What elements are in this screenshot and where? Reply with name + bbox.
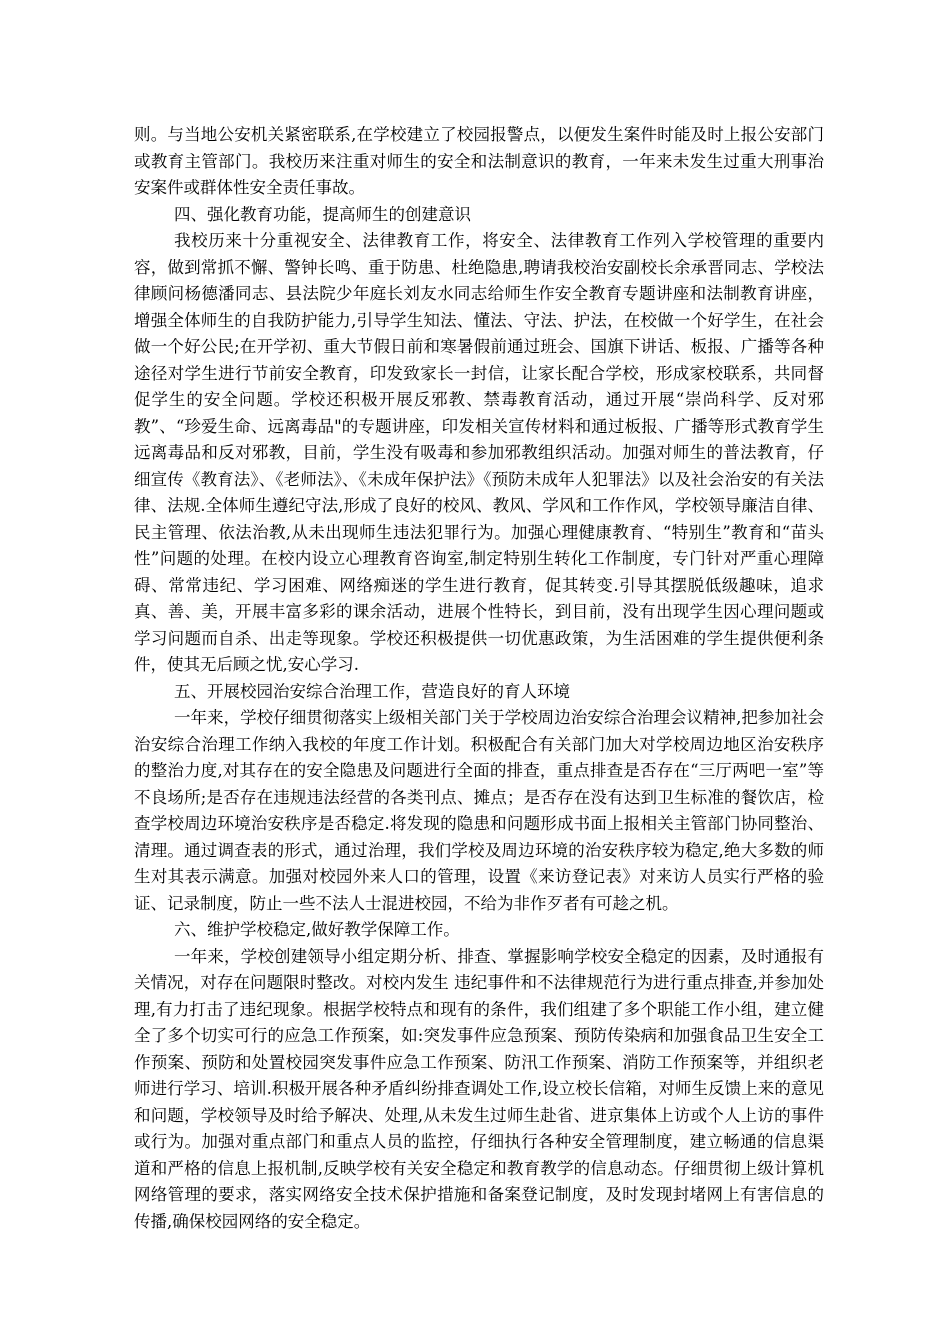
document-page [134, 122, 824, 1235]
section-5-paragraph: 一年来，学校仔细贯彻落实上级相关部门关于学校周边治安综合治理会议精神,把参加社会治安综合治理工作纳入我校的年度工作计划。积极配合有关部门加大对学校周边地区治安秩序的整治力度,对其存在的安全隐患及问题进行全面的排查，重点排查是否存在“三厅两吧一室”等不良场所;是否存在违规违法经营的各类刊点、摊点；是否存在没有达到卫生标准的餐饮店，检查学校周边环境治安秩序是否稳定.将发现的隐患和问题形成书面上报相关主管部门协同整治、清理。通过调查表的形式，通过治理，我们学校及周边环境的治安秩序较为稳定,绝大多数的师生对其表示满意。加强对校园外来人口的管理，设置《来访登记表》对来访人员实行严格的验证、记录制度，防止一些不法人士混进校园，不给为非作歹者有可趁之机。 [134, 708, 824, 913]
intro-paragraph: 则。与当地公安机关紧密联系,在学校建立了校园报警点，以便发生案件时能及时上报公安部门或教育主管部门。我校历来注重对师生的安全和法制意识的教育，一年来未发生过重大刑事治安案件或群体性安全责任事故。 [134, 125, 824, 197]
section-heading-4: 四、强化教育功能，提高师生的创建意识 [174, 204, 471, 224]
section-6-paragraph: 一年来，学校创建领导小组定期分析、排查、掌握影响学校安全稳定的因素，及时通报有关情况，对存在问题限时整改。对校内发生 违纪事件和不法律规范行为进行重点排查,并参加处理,有力打击了违纪现象。根据学校特点和现有的条件，我们组建了多个职能工作小组，建立健全了多个切实可行的应急工作预案，如:突发事件应急预案、预防传染病和加强食品卫生安全工作预案、预防和处置校园突发事件应急工作预案、防汛工作预案、消防工作预案等，并组织老师进行学习、培训.积极开展各种矛盾纠纷排查调处工作,设立校长信箱，对师生反馈上来的意见和问题，学校领导及时给予解决、处理,从未发生过师生赴省、进京集体上访或个人上访的事件或行为。加强对重点部门和重点人员的监控，仔细执行各种安全管理制度，建立畅通的信息渠道和严格的信息上报机制,反映学校有关安全稳定和教育教学的信息动态。仔细贯彻上级计算机网络管理的要求，落实网络安全技术保护措施和备案登记制度，及时发现封堵网上有害信息的传播,确保校园网络的安全稳定。 [134, 946, 824, 1231]
section-4-paragraph: 我校历来十分重视安全、法律教育工作，将安全、法律教育工作列入学校管理的重要内容，做到常抓不懈、警钟长鸣、重于防患、杜绝隐患,聘请我校治安副校长余承晋同志、学校法律顾问杨德潘同志、县法院少年庭长刘友水同志给师生作安全教育专题讲座和法制教育讲座，增强全体师生的自我防护能力,引导学生知法、懂法、守法、护法，在校做一个好学生，在社会做一个好公民;在开学初、重大节假日前和寒暑假前通过班会、国旗下讲话、板报、广播等各种途径对学生进行节前安全教育，印发致家长一封信，让家长配合学校，形成家校联系，共同督促学生的安全问题。学校还积极开展反邪教、禁毒教育活动，通过开展“崇尚科学、反对邪教”、“珍爱生命、远离毒品"的专题讲座，印发相关宣传材料和通过板报、广播等形式教育学生远离毒品和反对邪教，目前，学生没有吸毒和参加邪教组织活动。加强对师生的普法教育，仔细宣传《教育法》、《老师法》、《未成年保护法》《预防未成年人犯罪法》以及社会治安的有关法律、法规.全体师生遵纪守法,形成了良好的校风、教风、学风和工作作风，学校领导廉洁自律、民主管理、依法治教,从未出现师生违法犯罪行为。加强心理健康教育、“特别生”教育和“苗头性”问题的处理。在校内设立心理教育咨询室,制定特别生转化工作制度，专门针对严重心理障碍、常常违纪、学习困难、网络痴迷的学生进行教育，促其转变.引导其摆脱低级趣味，追求真、善、美，开展丰富多彩的课余活动，进展个性特长，到目前，没有出现学生因心理问题或学习问题而自杀、出走等现象。学校还积极提供一切优惠政策，为生活困难的学生提供便利条件，使其无后顾之忧,安心学习. [134, 231, 824, 674]
section-heading-5: 五、开展校园治安综合治理工作，营造良好的育人环境 [174, 681, 570, 701]
section-heading-6: 六、维护学校稳定,做好教学保障工作。 [174, 920, 460, 939]
